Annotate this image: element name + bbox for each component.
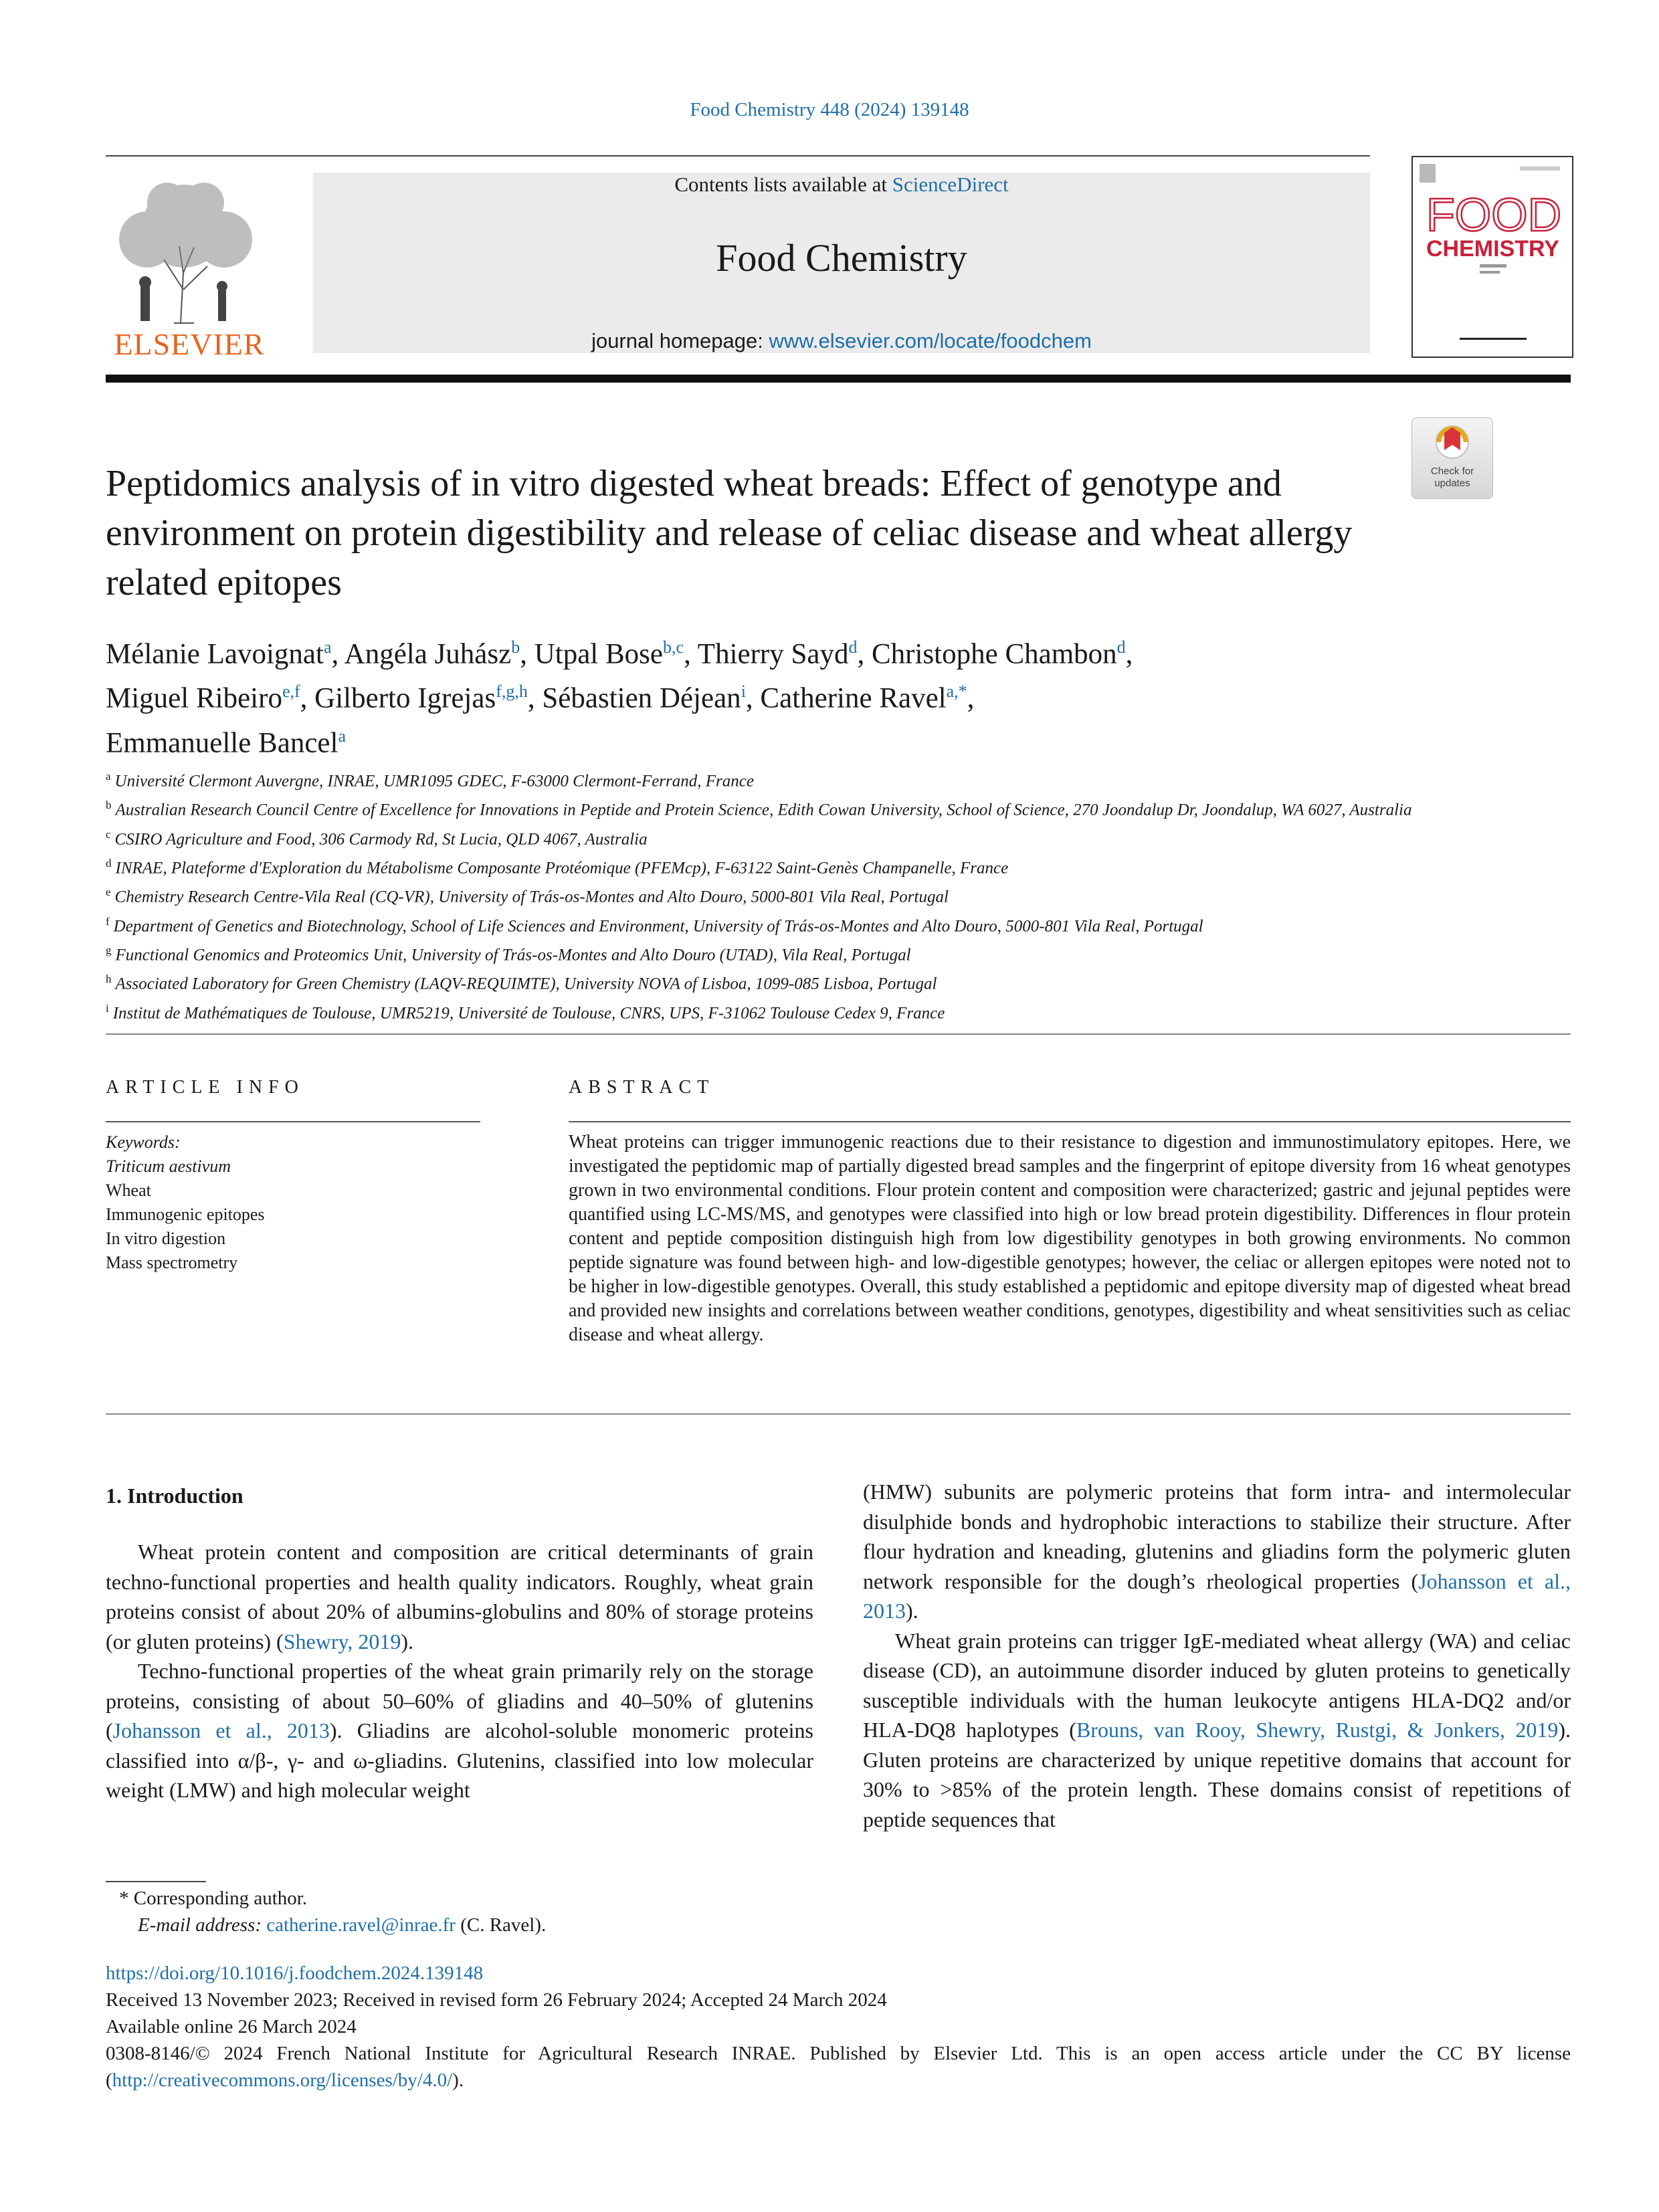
homepage-prefix: journal homepage:	[591, 329, 769, 353]
svg-text:Check for: Check for	[1430, 466, 1474, 477]
keyword: Triticum aestivum	[106, 1157, 231, 1176]
paragraph-text: Wheat protein content and composition are critical determinants of grain techno-functional properties and health quality indicators. Roughly, wheat grain proteins consist of about 20% of albumins-globulins and 80% of storage proteins (or gluten proteins) (	[106, 1540, 813, 1653]
author-affiliation-mark[interactable]: e,f	[282, 682, 300, 702]
affiliation-mark: d	[106, 856, 112, 870]
cover-food-text: FOOD	[1426, 189, 1562, 241]
email-suffix: (C. Ravel).	[455, 1914, 547, 1936]
affiliation	[106, 997, 1571, 1025]
header-rule	[106, 155, 1370, 157]
author-affiliation-mark[interactable]: a	[323, 637, 332, 657]
affiliation-text: INRAE, Plateforme d'Exploration du Métabolisme Composante Protéomique (PFEMcp), F-63122 Saint-Genès Champanelle, France	[115, 859, 1009, 878]
paragraph-text: ). Gliadins are alcohol-soluble monomeric proteins classified into α/β-, γ- and ω-gliadins. Glutenins, classified into low molecular weight (LMW) and high molecular weight	[106, 1718, 814, 1802]
author[interactable]: Emmanuelle Bancel	[106, 726, 338, 759]
contents-line	[313, 173, 1370, 197]
affiliation-mark: a	[106, 770, 111, 783]
author[interactable]: Catherine Ravel	[760, 682, 947, 714]
paragraph-text: ). Gluten proteins are characterized by unique repetitive domains that account for 30% to >85% of the protein length. These domains consist of repetitions of peptide sequences that	[863, 1718, 1571, 1831]
author-affiliation-mark[interactable]: d	[1116, 637, 1126, 657]
affiliation-mark: g	[106, 943, 112, 957]
abstract-text: Wheat proteins can trigger immunogenic reactions due to their resistance to digestion and immunostimulatory epitopes. Here, we investigated the peptidomic map of partially digested bread samples and the fingerprint of epitope diversity from 16 wheat genotypes grown in two environmental conditions. Flour protein content and composition were characterized; gastric and jejunal peptides were quantified using LC-MS/MS, and genotypes were classified into high or low bread protein digestibility. Differences in flour protein content and peptide composition distinguish high from low digestibility genotypes in both growing environments. No common peptide signature was found between high- and low-digestible genotypes; however, the celiac or allergen epitopes were noted not to be higher in low-digestible genotypes. Overall, this study established a peptidomic and epitope diversity map of digested wheat bread and provided new insights and correlations between weather conditions, genotypes, digestibility and wheat sensitivities such as celiac disease and wheat allergy.	[569, 1132, 1571, 1345]
journal-reference[interactable]: Food Chemistry 448 (2024) 139148	[690, 99, 969, 120]
footnote-rule	[106, 1881, 206, 1882]
received-dates: Received 13 November 2023; Received in revised form 26 February 2024; Accepted 24 March 2024	[106, 1989, 887, 2011]
section-heading-introduction: 1. Introduction	[106, 1484, 243, 1508]
article-info-heading: ARTICLE INFO	[106, 1077, 304, 1098]
affiliation-text: Chemistry Research Centre-Vila Real (CQ-VR), University of Trás-os-Montes and Alto Douro, 5000-801 Vila Real, Portugal	[114, 888, 949, 906]
paragraph	[863, 1477, 1571, 1626]
email-link[interactable]: catherine.ravel@inrae.fr	[266, 1914, 456, 1936]
affiliation	[106, 938, 1571, 967]
affiliation-text: Institut de Mathématiques de Toulouse, UMR5219, Université de Toulouse, CNRS, UPS, F-31062 Toulouse Cedex 9, France	[112, 1003, 945, 1022]
affiliation-text: Australian Research Council Centre of Excellence for Innovations in Peptide and Protein Science, Edith Cowan University, School of Science, 270 Joondalup Dr, Joondalup, WA 6027, Australia	[115, 801, 1412, 819]
copyright-end: ).	[452, 2070, 464, 2091]
doi-link[interactable]: https://doi.org/10.1016/j.foodchem.2024.139148	[106, 1963, 484, 1984]
author[interactable]: Gilberto Igrejas	[314, 682, 496, 714]
header-thick-rule	[106, 375, 1571, 383]
author-affiliation-mark[interactable]: b	[511, 637, 520, 657]
available-online: Available online 26 March 2024	[106, 2016, 357, 2037]
corresponding-author-note: * Corresponding author.	[119, 1888, 308, 1909]
affiliation-text: Department of Genetics and Biotechnology, School of Life Sciences and Environment, University of Trás-os-Montes and Alto Douro, 5000-801 Vila Real, Portugal	[113, 916, 1203, 935]
author[interactable]: Thierry Sayd	[697, 638, 849, 670]
paragraph-text: Techno-functional properties of the wheat grain primarily rely on the storage proteins, consisting of about 50–60% of gliadins and 40–50% of glutenins (	[106, 1659, 813, 1742]
affiliation	[106, 851, 1571, 880]
affiliation	[106, 793, 1571, 822]
citation-link[interactable]: Johansson et al., 2013	[112, 1718, 330, 1742]
svg-text:updates: updates	[1434, 478, 1470, 489]
affiliation-mark: h	[106, 973, 112, 986]
affiliation-mark: i	[106, 1001, 109, 1015]
front-matter	[106, 1960, 1571, 2094]
author[interactable]: Angéla Juhász	[344, 638, 512, 670]
keyword: Immunogenic epitopes	[106, 1205, 265, 1224]
paragraph-text: Wheat grain proteins can trigger IgE-mediated wheat allergy (WA) and celiac disease (CD), an autoimmune disorder induced by gluten proteins to genetically susceptible individuals with the human leukocyte antigens HLA-DQ2 and/or HLA-DQ8 haplotypes (	[863, 1628, 1571, 1742]
copyright-text: 0308-8146/© 2024 French National Institute for Agricultural Research INRAE. Published by Elsevier Ltd. This is an open access article under the CC BY license (	[106, 2043, 1571, 2091]
paragraph-text: (HMW) subunits are polymeric proteins that form intra- and intermolecular disulphide bonds and hydrophobic interactions to stabilize their structure. After flour hydration and kneading, glutenins and gliadins form the polymeric gluten network responsible for the dough’s rheological properties (	[863, 1480, 1571, 1593]
keyword: Mass spectrometry	[106, 1253, 238, 1272]
homepage-link[interactable]: www.elsevier.com/locate/foodchem	[769, 329, 1092, 353]
keywords-label: Keywords:	[106, 1132, 181, 1152]
affiliation-mark: b	[106, 799, 112, 812]
license-link[interactable]: http://creativecommons.org/licenses/by/4.0/	[112, 2070, 453, 2091]
author-list: Mélanie Lavoignat$^a$, Angéla Juhász$^b$, Utpal Bose$^{b,c}$, Thierry Sayd$^d$, Christophe Chambon$^d$, Miguel Ribeiro$^{e,f}$, Gilberto Igrejas$^{f,g,h}$, Sébastien Déjean$^i$, Catherine Ravel$^{a,*}$, Emmanuelle Bancel$^a$	[106, 637, 1133, 759]
author[interactable]: Sébastien Déjean	[542, 682, 741, 714]
journal-cover[interactable]	[1411, 156, 1573, 358]
affiliation-text: Functional Genomics and Proteomics Unit, University of Trás-os-Montes and Alto Douro (UTAD), Vila Real, Portugal	[115, 946, 911, 965]
paragraph-text: ).	[906, 1599, 918, 1623]
author[interactable]: Christophe Chambon	[871, 638, 1117, 670]
check-for-updates-badge[interactable]	[1411, 417, 1493, 499]
author-affiliation-mark[interactable]: f,g,h	[496, 682, 528, 702]
affiliation-mark: c	[106, 827, 111, 841]
author[interactable]: Miguel Ribeiro	[106, 682, 282, 714]
affiliation-mark: e	[106, 886, 111, 899]
sciencedirect-link[interactable]: ScienceDirect	[892, 173, 1009, 196]
paragraph-text: ).	[401, 1629, 414, 1653]
author-affiliation-mark[interactable]: b,c	[663, 637, 684, 657]
affiliation	[106, 910, 1571, 938]
affiliation	[106, 880, 1571, 909]
journal-title: Food Chemistry	[716, 236, 967, 280]
author[interactable]: Utpal Bose	[534, 638, 664, 670]
contents-prefix: Contents lists available at	[674, 173, 892, 196]
author-affiliation-mark[interactable]: i	[741, 682, 746, 702]
email-label: E-mail address:	[138, 1914, 267, 1936]
elsevier-wordmark: ELSEVIER	[114, 327, 265, 361]
citation-link[interactable]: Brouns, van Rooy, Shewry, Rustgi, & Jonkers, 2019	[1076, 1718, 1559, 1742]
article-title: Peptidomics analysis of in vitro digested wheat breads: Effect of genotype and environment on protein digestibility and release of celiac disease and wheat allergy related epitopes	[106, 463, 1353, 603]
keywords-list	[106, 1130, 480, 1275]
abstract-bottom-rule	[106, 1413, 1571, 1415]
article-info-rule	[106, 1121, 480, 1122]
homepage-line	[313, 329, 1370, 353]
affiliation	[106, 765, 1571, 793]
affiliation	[106, 823, 1571, 851]
paragraph	[863, 1626, 1571, 1835]
corresponding-author-footnote	[119, 1885, 1123, 1938]
affiliations-rule	[106, 1033, 1571, 1035]
author-affiliation-mark[interactable]: d	[848, 637, 858, 657]
abstract-rule	[569, 1121, 1571, 1122]
affiliation	[106, 967, 1571, 996]
author[interactable]: Mélanie Lavoignat	[106, 638, 324, 670]
keyword: Wheat	[106, 1181, 151, 1200]
paragraph	[106, 1537, 813, 1656]
author-affiliation-mark[interactable]: a,*	[946, 682, 967, 702]
affiliation-text: CSIRO Agriculture and Food, 306 Carmody Rd, St Lucia, QLD 4067, Australia	[114, 829, 648, 848]
affiliation-text: Université Clermont Auvergne, INRAE, UMR1095 GDEC, F-63000 Clermont-Ferrand, France	[114, 772, 754, 791]
affiliation-mark: f	[106, 914, 110, 928]
citation-link[interactable]: Shewry, 2019	[283, 1629, 401, 1653]
abstract-heading: ABSTRACT	[569, 1077, 715, 1098]
body-column-right	[863, 1477, 1571, 1834]
body-column-left	[106, 1537, 813, 1805]
citation-link[interactable]: Johansson et al., 2013	[863, 1569, 1571, 1623]
paragraph	[106, 1656, 813, 1805]
affiliation-text: Associated Laboratory for Green Chemistry (LAQV-REQUIMTE), University NOVA of Lisboa, 1099-085 Lisboa, Portugal	[115, 975, 937, 993]
cover-chemistry-text: CHEMISTRY	[1426, 236, 1559, 262]
author-affiliation-mark[interactable]: a	[338, 726, 346, 746]
affiliations	[106, 765, 1571, 1025]
keyword: In vitro digestion	[106, 1229, 226, 1248]
